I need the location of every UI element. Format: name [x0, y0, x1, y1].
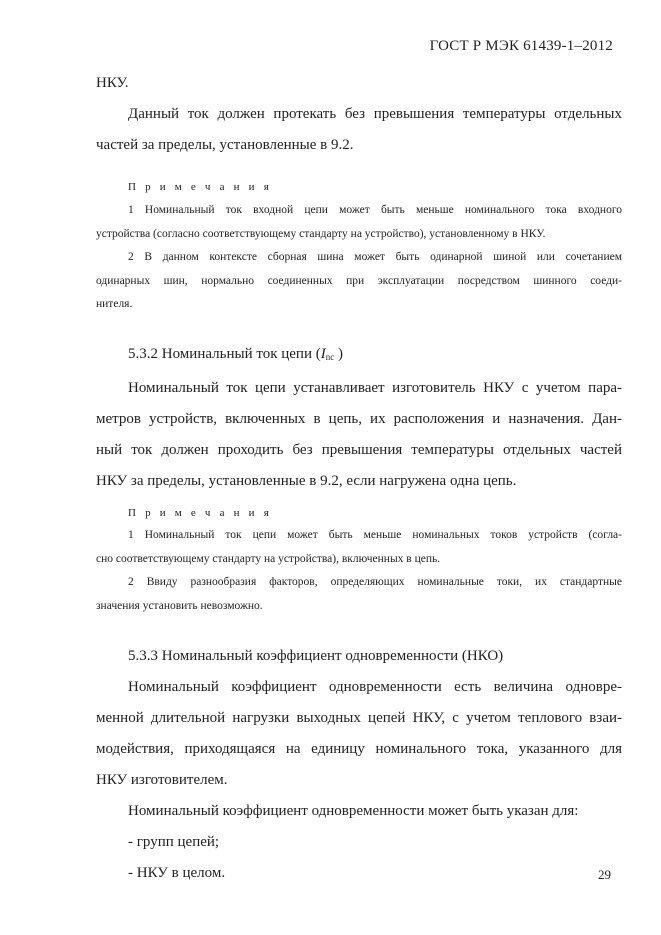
notes1-title: П р и м е ч а н и я	[128, 181, 272, 193]
section-532-line3: ный ток должен проходить без превышения температуры отдельных частей	[96, 442, 622, 458]
notes2-block	[96, 506, 622, 520]
heading-532-prefix: 5.3.2 Номинальный ток цепи (	[128, 346, 321, 362]
note1-1-line2: устройства (согласно соответствующему стандарту на устройство), установленному в НКУ.	[96, 227, 546, 240]
heading-532-suffix: )	[334, 346, 343, 362]
note1-2-line1: 2 В данном контексте сборная шина может быть одинарной шиной или сочетанием	[128, 251, 622, 263]
section-533-line4: НКУ изготовителем.	[96, 772, 228, 788]
section-533-line5: Номинальный коэффициент одновременности может быть указан для:	[128, 803, 579, 819]
list-item: - групп цепей;	[128, 834, 220, 850]
section-533-line2: менной длительной нагрузки выходных цепей НКУ, с учетом теплового взаи-	[96, 710, 622, 726]
note2-2-line1: 2 Ввиду разнообразия факторов, определяющих номинальные токи, их стандартные	[128, 576, 622, 588]
top-fragment: НКУ.	[96, 75, 129, 91]
document-header: ГОСТ Р МЭК 61439-1–2012	[429, 38, 613, 54]
notes2-body	[96, 524, 622, 618]
notes2-title: П р и м е ч а н и я	[128, 507, 272, 519]
note1-2-line3: нителя.	[96, 298, 133, 310]
notes1-block	[96, 180, 622, 194]
section-533-line3: модействия, приходящаяся на единицу номинального тока, указанного для	[96, 741, 622, 757]
section-532	[96, 339, 622, 497]
section-533-line1: Номинальный коэффициент одновременности есть величина одновре-	[128, 679, 622, 695]
para1-line1: Данный ток должен протекать без превышения температуры отдельных	[128, 106, 622, 122]
page-number: 29	[598, 867, 611, 882]
note1-2-line2: одинарных шин, нормально соединенных при эксплуатации посредством шинного соеди-	[96, 274, 622, 287]
section-532-line1: Номинальный ток цепи устанавливает изготовитель НКУ с учетом пара-	[128, 380, 622, 396]
note2-2-line2: значения установить невозможно.	[96, 599, 263, 612]
notes1-body	[96, 199, 622, 317]
section-533-heading: 5.3.3 Номинальный коэффициент одновременности (НКО)	[128, 648, 504, 664]
section-532-line2: метров устройств, включенных в цепь, их расположения и назначения. Дан-	[96, 411, 622, 427]
section-532-line4: НКУ за пределы, установленные в 9.2, если нагружена одна цепь.	[96, 473, 517, 489]
note1-1-line1: 1 Номинальный ток входной цепи может быть меньше номинального тока входного	[128, 204, 622, 216]
para1-line2: частей за пределы, установленные в 9.2.	[96, 137, 354, 153]
section-532-heading	[96, 339, 622, 373]
list-item: - НКУ в целом.	[128, 865, 226, 881]
note2-1-line1: 1 Номинальный ток цепи может быть меньше номинальных токов устройств (согла-	[128, 529, 622, 541]
heading-532-symbol: I	[320, 346, 326, 362]
note2-1-line2: сно соответствующему стандарту на устройства), включенных в цепь.	[96, 552, 441, 565]
intro-block	[96, 68, 622, 161]
section-533	[96, 641, 622, 889]
heading-532-subscript: nc	[325, 352, 335, 362]
